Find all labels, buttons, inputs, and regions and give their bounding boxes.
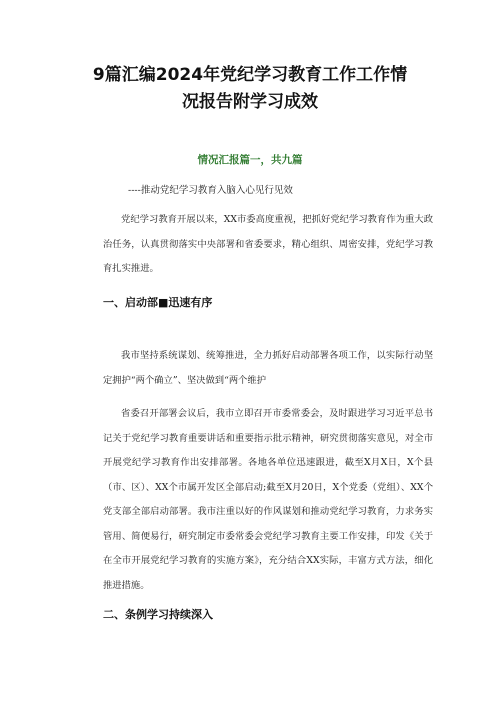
document-subtitle: ----推动党纪学习教育入脑入心见行见效	[128, 185, 293, 196]
paragraph-system-planning: 我市坚持系统谋划、统筹推进，全力抓好启动部署各项工作，以实际行动坚定拥护“两个确立”、坚决做到“两个维护	[103, 350, 433, 386]
document-title-line-2: 况报告附学习成效	[182, 92, 318, 112]
paragraph-intro: 党纪学习教育开展以来，XX市委高度重视，把抓好党纪学习教育作为重大政治任务，认真贯彻落实中央部署和省委要求，精心组织、周密安排，党纪学习教育扎实推进。	[103, 214, 433, 274]
document-title	[60, 62, 440, 116]
document-title-line-1: 9篇汇编2024年党纪学习教育工作工作情	[92, 65, 408, 85]
heading-regulation-study: 二、条例学习持续深入	[103, 608, 213, 621]
heading-launch-deployment: 一、启动部■迅速有序	[103, 296, 213, 309]
section-heading: 情况汇报篇一，共九篇	[197, 154, 303, 166]
paragraph-provincial-meeting: 省委召开部署会议后，我市立即召开市委常委会，及时跟进学习习近平总书记关于党纪学习教育重要讲话和重要指示批示精神，研究贯彻落实意见，对全市开展党纪学习教育作出安排部署。各地各单位迅速跟进，截至X月X日，X个县（市、区）、XX个市属开发区全部启动;截至X月20日，X个党委（党组）、XX个党支部全部启动部署。我市注重以好的作风谋划和推动党纪学习教育，力求务实管用、简便易行，研究制定市委常委会党纪学习教育主要工作安排，印发《关于在全市开展党纪学习教育的实施方案》，充分结合XX实际，丰富方式方法，细化推进措施。	[103, 408, 433, 591]
